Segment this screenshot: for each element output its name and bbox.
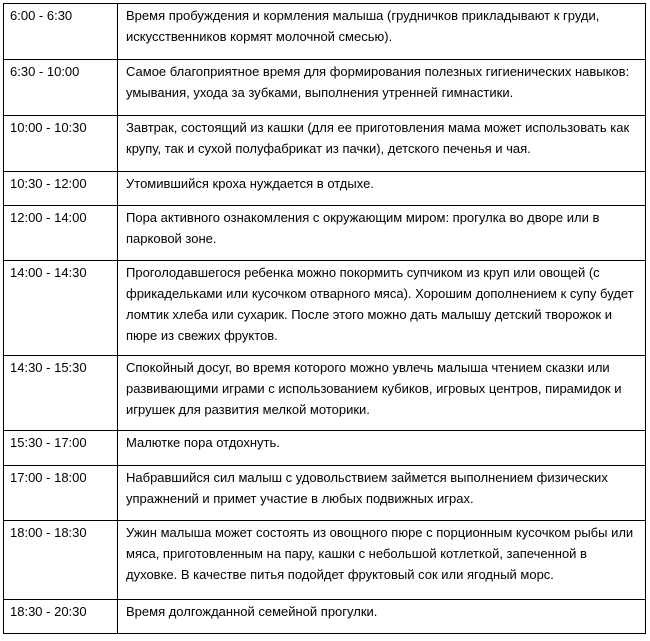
time-cell: 14:30 - 15:30 [4,356,118,431]
description-cell: Самое благоприятное время для формирования полезных гигиенических навыков: умывания, ухода за зубками, выполнения утренней гимнастики. [118,60,646,116]
daily-schedule-table [3,3,646,634]
time-cell: 6:00 - 6:30 [4,4,118,60]
time-cell: 18:00 - 18:30 [4,521,118,600]
table-row [4,600,646,634]
description-cell: Ужин малыша может состоять из овощного пюре с порционным кусочком рыбы или мяса, приготовленным на пару, кашки с небольшой котлеткой, запеченной в духовке. В качестве питья подойдет фруктовый сок или ягодный морс. [118,521,646,600]
table-row [4,4,646,60]
description-cell: Время долгожданной семейной прогулки. [118,600,646,634]
time-cell: 6:30 - 10:00 [4,60,118,116]
table-row [4,261,646,356]
time-cell: 12:00 - 14:00 [4,206,118,261]
table-row [4,172,646,206]
table-row [4,116,646,172]
table-row [4,431,646,466]
description-cell: Пора активного ознакомления с окружающим миром: прогулка во дворе или в парковой зоне. [118,206,646,261]
time-cell: 10:00 - 10:30 [4,116,118,172]
time-cell: 17:00 - 18:00 [4,466,118,521]
description-cell: Время пробуждения и кормления малыша (грудничков прикладывают к груди, искусственников кормят молочной смесью). [118,4,646,60]
table-row [4,521,646,600]
table-row [4,60,646,116]
table-row [4,466,646,521]
table-row [4,206,646,261]
time-cell: 18:30 - 20:30 [4,600,118,634]
description-cell: Малютке пора отдохнуть. [118,431,646,466]
description-cell: Набравшийся сил малыш с удовольствием займется выполнением физических упражнений и примет участие в любых подвижных играх. [118,466,646,521]
table-row [4,356,646,431]
time-cell: 15:30 - 17:00 [4,431,118,466]
description-cell: Завтрак, состоящий из кашки (для ее приготовления мама может использовать как крупу, так и сухой полуфабрикат из пачки), детского печенья и чая. [118,116,646,172]
time-cell: 10:30 - 12:00 [4,172,118,206]
description-cell: Проголодавшегося ребенка можно покормить супчиком из круп или овощей (с фрикадельками или кусочком отварного мяса). Хорошим дополнением к супу будет ломтик хлеба или сухарик. После этого можно дать малышу детский творожок и пюре из свежих фруктов. [118,261,646,356]
time-cell: 14:00 - 14:30 [4,261,118,356]
description-cell: Спокойный досуг, во время которого можно увлечь малыша чтением сказки или развивающими играми с использованием кубиков, игровых центров, пирамидок и игрушек для развития мелкой моторики. [118,356,646,431]
description-cell: Утомившийся кроха нуждается в отдыхе. [118,172,646,206]
